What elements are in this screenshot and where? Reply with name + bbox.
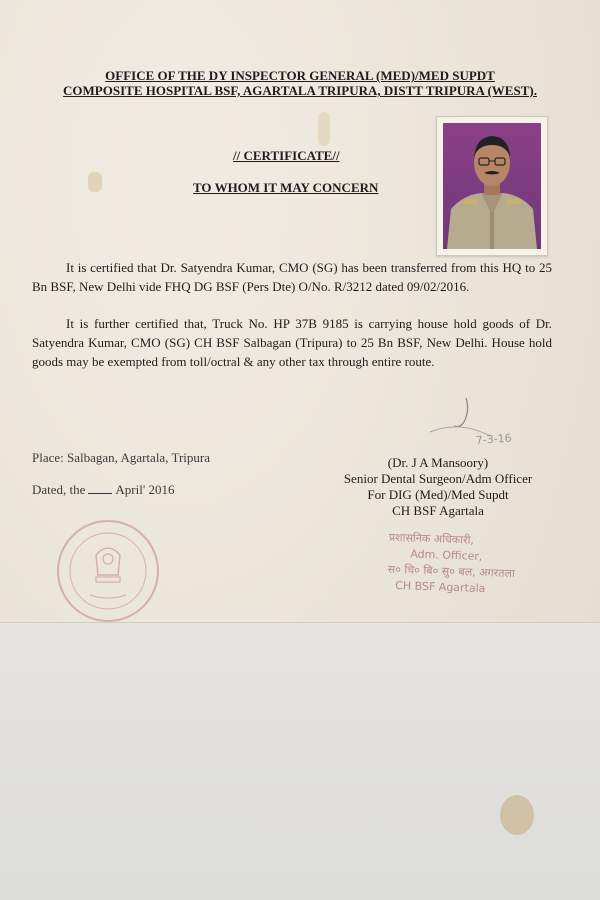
place-line: Place: Salbagan, Agartala, Tripura bbox=[32, 450, 210, 465]
stain bbox=[318, 112, 330, 146]
paragraph-transfer-text: It is certified that Dr. Satyendra Kumar, CMO (SG) has been transferred from this HQ to 25 Bn BSF, New Delhi vide FHQ DG BSF (Pers Dte) O/No. R/3212 dated 09/02/2016. bbox=[32, 260, 552, 294]
paragraph-goods bbox=[32, 314, 552, 371]
dated-suffix: April' 2016 bbox=[115, 482, 175, 497]
stamp-line-4: CH BSF Agartala bbox=[394, 579, 486, 596]
signatory-for: For DIG (Med)/Med Supdt bbox=[367, 487, 509, 502]
paragraph-transfer bbox=[32, 258, 552, 296]
dated-prefix: Dated, the bbox=[32, 482, 86, 497]
header-line-2: COMPOSITE HOSPITAL BSF, AGARTALA TRIPURA, DISTT TRIPURA (WEST). bbox=[63, 83, 537, 98]
officer-portrait-icon bbox=[443, 123, 541, 249]
photo-portrait bbox=[443, 123, 541, 249]
handwritten-initials-icon bbox=[420, 392, 560, 452]
signature-block bbox=[328, 455, 548, 519]
stamp-line-2: Adm. Officer, bbox=[410, 547, 483, 564]
certificate-title bbox=[233, 148, 340, 164]
paragraph-goods-text: It is further certified that, Truck No. HP 37B 9185 is carrying house hold goods of Dr. Satyendra Kumar, CMO (SG) CH BSF Salbagan (Tripura) to 25 Bn BSF, New Delhi. House hold goods may be exempted from toll/octral & any other tax through entire route. bbox=[32, 316, 552, 369]
certificate-title-text: // CERTIFICATE// bbox=[233, 148, 340, 163]
office-header bbox=[0, 68, 600, 98]
adm-officer-stamp bbox=[387, 530, 519, 598]
dated-line bbox=[32, 482, 174, 498]
stain bbox=[500, 795, 534, 835]
signatory-unit: CH BSF Agartala bbox=[392, 503, 484, 518]
stamp-line-1: प्रशासनिक अधिकारी, bbox=[388, 530, 475, 547]
signatory-designation: Senior Dental Surgeon/Adm Officer bbox=[343, 471, 533, 486]
stain bbox=[88, 172, 102, 192]
signatory-name: (Dr. J A Mansoory) bbox=[387, 455, 489, 470]
handwritten-date: 7-3-16 bbox=[475, 431, 513, 447]
passport-photo bbox=[436, 116, 548, 256]
date-blank bbox=[88, 483, 112, 494]
official-seal-icon bbox=[52, 515, 164, 627]
stamp-line-3: स० चि० बि० सु० बल, अगरतला bbox=[387, 562, 516, 581]
header-line-1: OFFICE OF THE DY INSPECTOR GENERAL (MED)/MED SUPDT bbox=[105, 68, 495, 83]
to-whom-heading: TO WHOM IT MAY CONCERN bbox=[193, 180, 379, 195]
lower-sheet bbox=[0, 622, 600, 900]
